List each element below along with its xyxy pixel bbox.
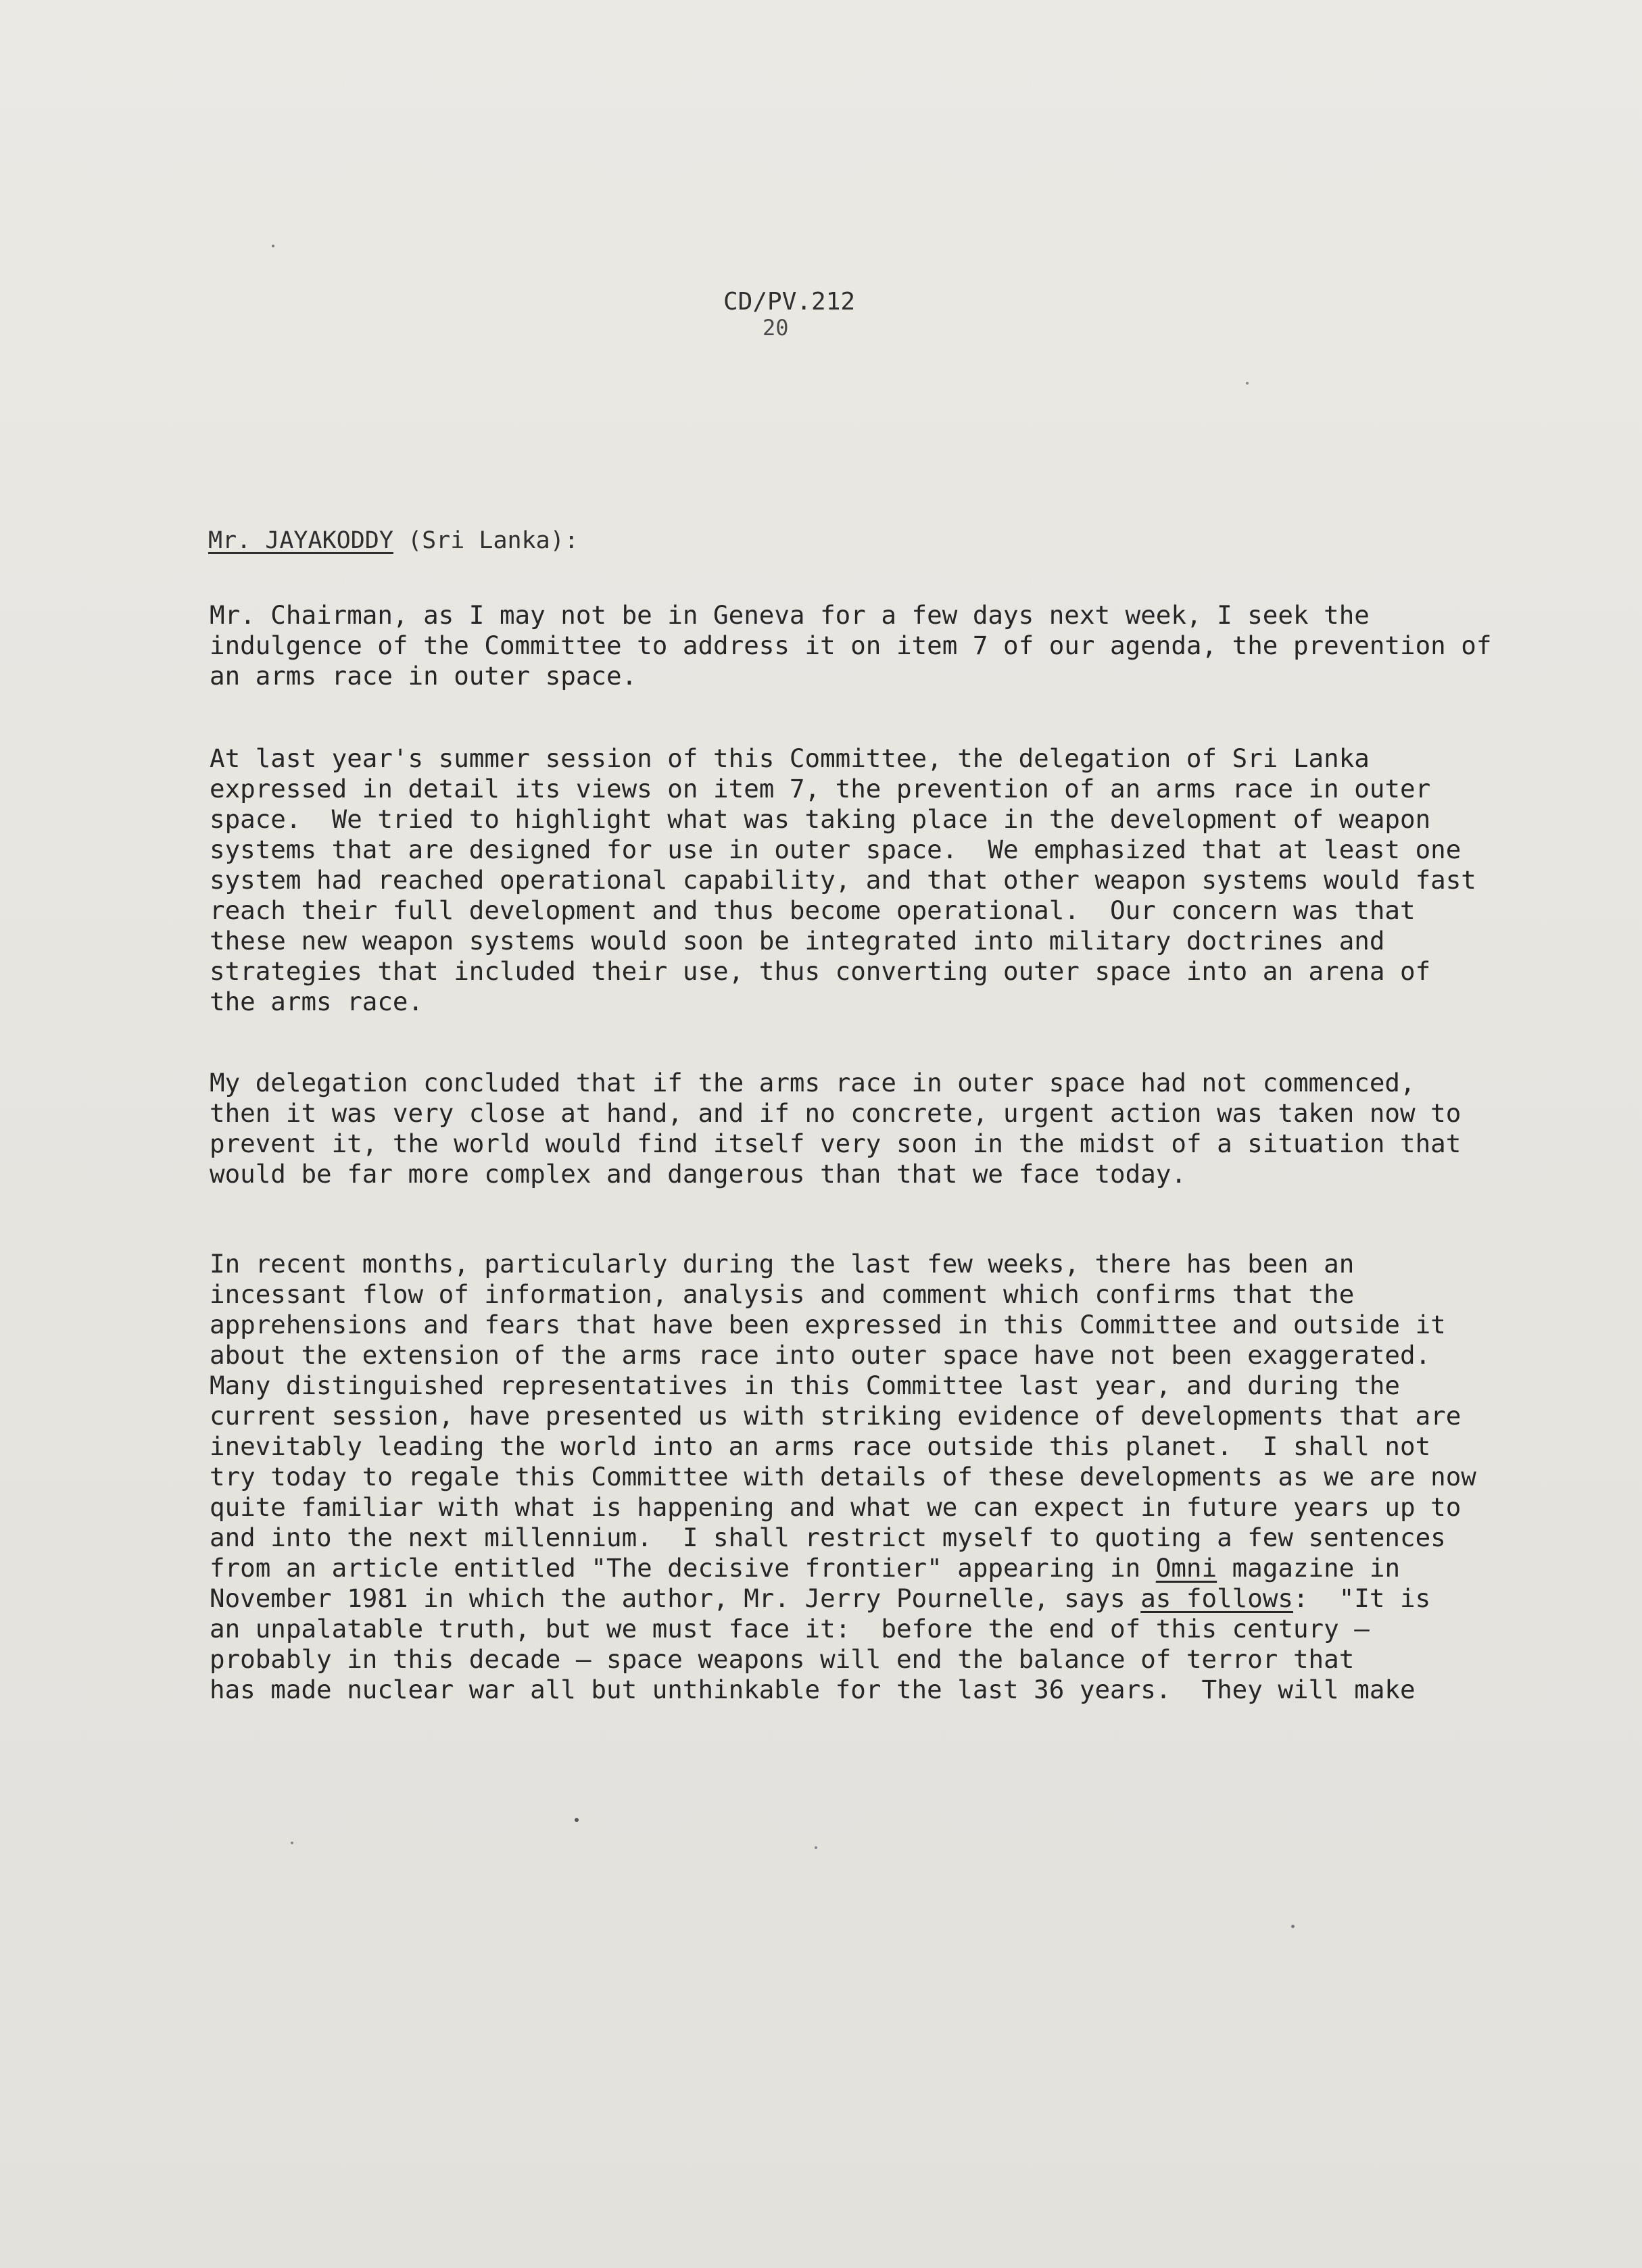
text-line: would be far more complex and dangerous than that we face today. <box>210 1159 1186 1189</box>
text-line: Mr. Chairman, as I may not be in Geneva for a few days next week, I seek the <box>210 600 1370 630</box>
text-line: quite familiar with what is happening and what we can expect in future years up to <box>210 1492 1462 1522</box>
text-line: system had reached operational capability, and that other weapon systems would fast <box>210 865 1476 895</box>
text-line: the arms race. <box>210 987 424 1016</box>
document-header <box>723 289 865 341</box>
text-line: Many distinguished representatives in this Committee last year, and during the <box>210 1371 1400 1400</box>
text-line: an arms race in outer space. <box>210 661 637 691</box>
text-line: space. We tried to highlight what was taking place in the development of weapon <box>210 804 1431 834</box>
text-line: try today to regale this Committee with details of these developments as we are now <box>210 1462 1476 1492</box>
text-line: In recent months, particularly during the last few weeks, there has been an <box>210 1249 1355 1279</box>
text-line: indulgence of the Committee to address it on item 7 of our agenda, the prevention of <box>210 631 1492 660</box>
text-line: these new weapon systems would soon be integrated into military doctrines and <box>210 926 1385 956</box>
text-line: current session, have presented us with striking evidence of developments that are <box>210 1401 1462 1431</box>
text-line: systems that are designed for use in outer space. We emphasized that at least one <box>210 835 1462 864</box>
text-line: incessant flow of information, analysis and comment which confirms that the <box>210 1279 1355 1309</box>
text-line: November 1981 in which the author, Mr. Jerry Pournelle, says as follows: "It is <box>210 1583 1431 1613</box>
text-line: about the extension of the arms race into outer space have not been exaggerated. <box>210 1340 1431 1370</box>
speaker-heading <box>208 527 579 554</box>
text-line: prevent it, the world would find itself very soon in the midst of a situation that <box>210 1129 1462 1158</box>
paragraph-3 <box>210 1068 1538 1189</box>
text-line: probably in this decade — space weapons will end the balance of terror that <box>210 1644 1355 1674</box>
text-line: and into the next millennium. I shall restrict myself to quoting a few sentences <box>210 1523 1446 1552</box>
text-line: from an article entitled "The decisive frontier" appearing in Omni magazine in <box>210 1553 1401 1583</box>
magazine-title: Omni <box>1155 1553 1217 1583</box>
text-line: inevitably leading the world into an arms race outside this planet. I shall not <box>210 1431 1431 1461</box>
speaker-delegation: (Sri Lanka): <box>408 527 579 554</box>
text-line: then it was very close at hand, and if no concrete, urgent action was taken now to <box>210 1098 1462 1128</box>
text-line: an unpalatable truth, but we must face it: before the end of this century — <box>210 1614 1370 1644</box>
text-line: reach their full development and thus become operational. Our concern was that <box>210 895 1416 925</box>
scan-speck <box>1291 1925 1295 1928</box>
text-line: At last year's summer session of this Committee, the delegation of Sri Lanka <box>210 743 1370 773</box>
document-reference: CD/PV.212 <box>723 288 856 316</box>
text-line: has made nuclear war all but unthinkable for the last 36 years. They will make <box>210 1675 1416 1704</box>
text-line: strategies that included their use, thus converting outer space into an arena of <box>210 956 1431 986</box>
scan-speck <box>815 1846 817 1849</box>
speaker-name: Mr. JAYAKODDY <box>208 527 393 554</box>
paragraph-4 <box>210 1249 1538 1705</box>
scan-speck <box>291 1842 293 1844</box>
paragraph-1 <box>210 600 1538 691</box>
text-line omni-line <box>210 1553 1538 1583</box>
text-line: expressed in detail its views on item 7, the prevention of an arms race in outer <box>210 774 1431 804</box>
scan-speck <box>272 245 274 247</box>
underlined-phrase: as follows <box>1140 1583 1293 1613</box>
text-line: My delegation concluded that if the arms race in outer space had not commenced, <box>210 1068 1416 1098</box>
scan-speck <box>1246 382 1249 385</box>
page-number: 20 <box>763 315 789 341</box>
paragraph-2 <box>210 743 1538 1017</box>
scan-speck <box>575 1818 579 1822</box>
text-line: apprehensions and fears that have been expressed in this Committee and outside it <box>210 1310 1446 1339</box>
